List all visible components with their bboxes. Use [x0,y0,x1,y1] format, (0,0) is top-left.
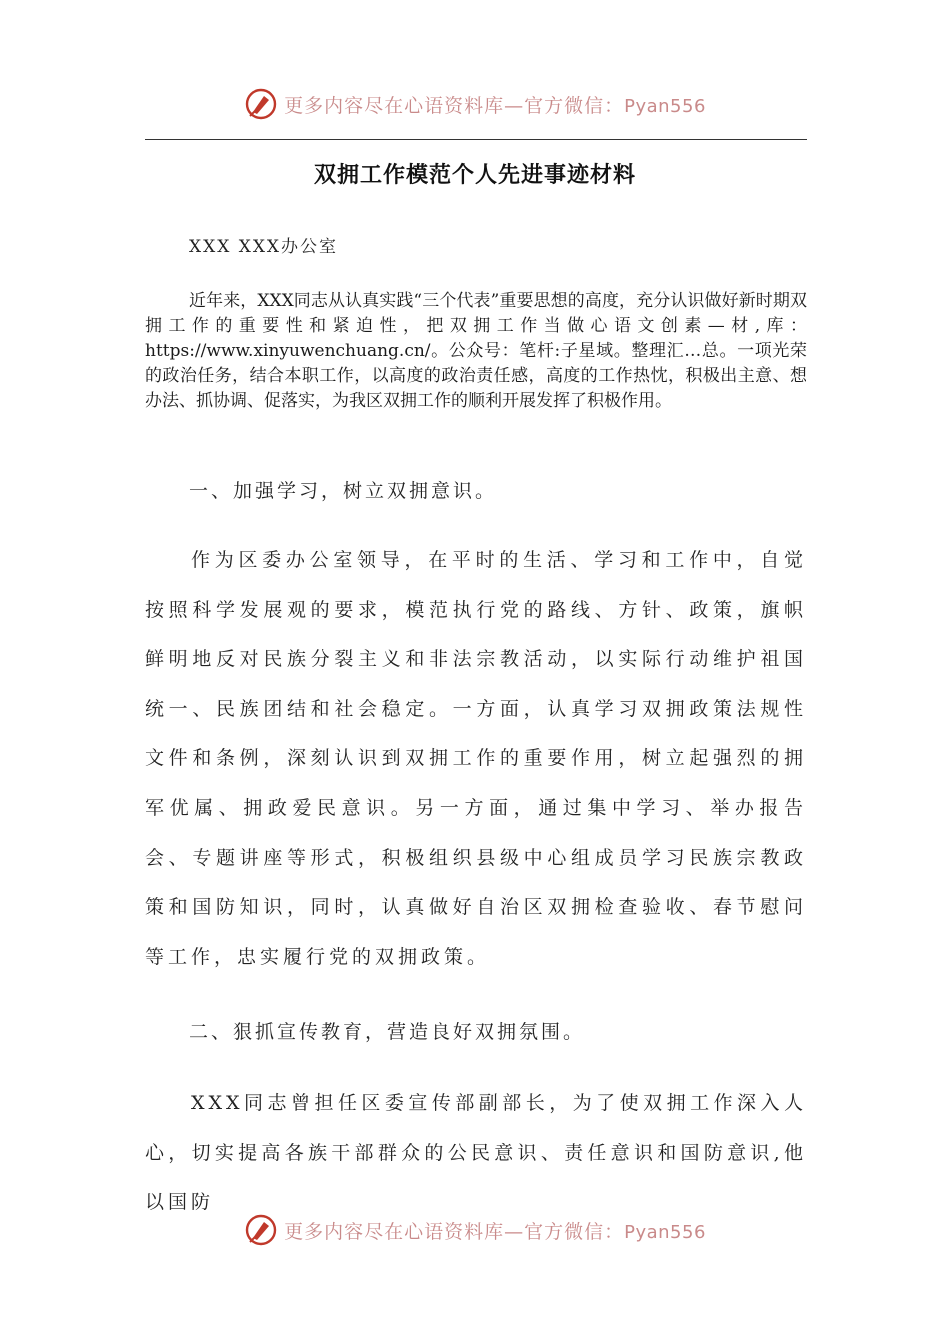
banner-text: 更多内容尽在心语资料库—官方微信：Pyan556 [284,1220,706,1243]
document-title: 双拥工作模范个人先进事迹材料 [313,162,636,188]
section-heading-2: 二、狠抓宣传教育，营造良好双拥氛围。 [189,1021,586,1043]
banner-wechat-id: Pyan556 [624,1221,706,1243]
section-heading-1: 一、加强学习，树立双拥意识。 [189,480,498,502]
pen-nib-icon [244,1213,278,1247]
pen-nib-icon [244,87,278,121]
footer-watermark-banner [0,1210,950,1250]
section-paragraph-2: XXX同志曾担任区委宣传部副部长，为了使双拥工作深入人心，切实提高各族干部群众的公民意识、责任意识和国防意识,他以国防 [145,1092,807,1214]
section-paragraph-1: 作为区委办公室领导，在平时的生活、学习和工作中，自觉按照科学发展观的要求，模范执行党的路线、方针、政策，旗帜鲜明地反对民族分裂主义和非法宗教活动，以实际行动维护祖国统一、民族团结和社会稳定。一方面，认真学习双拥政策法规性文件和条例，深刻认识到双拥工作的重要作用，树立起强烈的拥军优属、拥政爱民意识。另一方面，通过集中学习、举办报告会、专题讲座等形式，积极组织县级中心组成员学习民族宗教政策和国防知识，同时，认真做好自治区双拥检查验收、春节慰问等工作，忠实履行党的双拥政策。 [145,549,807,968]
organization-line: XXX XXX办公室 [189,237,339,257]
banner-wechat-id: Pyan556 [624,95,706,117]
banner-text: 更多内容尽在心语资料库—官方微信：Pyan556 [284,94,706,117]
intro-paragraph: 近年来，XXX同志从认真实践“三个代表”重要思想的高度，充分认识做好新时期双拥工作的重要性和紧迫性，把双拥工作当做心语文创素—材,库：https://www.xinyuwenchuang.cn/。公众号：笔杆:子星域。整理汇…总。一项光荣的政治任务，结合本职工作，以高度的政治责任感，高度的工作热忱，积极出主意、想办法、抓协调、促落实，为我区双拥工作的顺利开展发挥了积极作用。 [145,291,807,411]
header-watermark-banner [0,84,950,124]
header-rule [145,139,807,140]
